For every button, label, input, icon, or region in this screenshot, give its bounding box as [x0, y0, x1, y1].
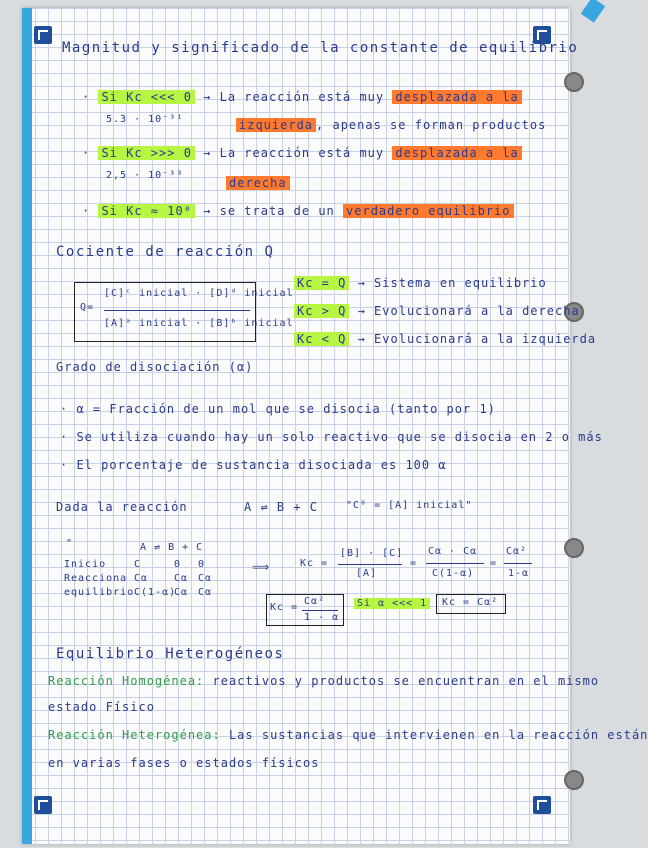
case-1-text: La reacción está muy: [219, 90, 385, 104]
kc-frac-line-2: [426, 563, 484, 564]
left-margin-band: [22, 8, 32, 844]
kc-frac-line: [338, 564, 402, 565]
case-1-condition: Si Kc <<< 0: [98, 90, 194, 104]
kc-den: [A]: [356, 568, 378, 579]
case-1-highlight-2: izquierda: [236, 118, 316, 132]
kc-approx-hl: Si α <<< 1: [354, 598, 430, 609]
kc-box-lhs: Kc =: [270, 602, 299, 613]
case-2: · Si Kc >>> 0 → La reacción está muy desplazada a la: [82, 146, 522, 160]
cell: 0: [174, 559, 182, 570]
kc-frac-line-3: [504, 563, 532, 564]
q-rule-2: [294, 304, 580, 318]
case-1-note: 5.3 · 10⁻³¹: [106, 114, 184, 125]
q-denominator: [A]ᵃ inicial · [B]ᵇ inicial: [104, 318, 294, 329]
kc-approx-condition: [354, 598, 430, 609]
row-label: Inicio: [64, 559, 107, 570]
het-line: [48, 728, 648, 742]
alpha-point-3: · El porcentaje de sustancia disociada es 100 α: [60, 458, 447, 472]
row-label: Reacciona: [64, 573, 128, 584]
kc-lhs: Kc =: [300, 558, 329, 569]
reaction-initial: "C⁰ = [A] inicial": [346, 500, 473, 511]
case-2-line2: [226, 176, 290, 190]
kc-box-line: [302, 610, 338, 611]
hom-line: [48, 674, 599, 688]
corner-tab: [581, 0, 606, 23]
section-q-title: Cociente de reacción Q: [56, 244, 275, 260]
case-1-text-2: , apenas se forman productos: [316, 118, 547, 132]
table-row: [64, 572, 212, 586]
cell: Cα: [134, 573, 149, 584]
table-header: A ⇌ B + C: [140, 542, 204, 553]
kc-num: [B] · [C]: [340, 548, 404, 559]
case-3: · Si Kc ≈ 10⁰ → se trata de un verdadero equilibrio: [82, 204, 514, 218]
case-1: · Si Kc <<< 0 → La reacción está muy desplazada a la: [82, 90, 522, 104]
section-alpha-title: Grado de disociación (α): [56, 360, 254, 374]
kc-eq2: =: [490, 558, 498, 569]
binder-hole: [564, 770, 584, 790]
het-text-2: en varias fases o estados físicos: [48, 756, 320, 770]
kc-eq: =: [410, 558, 418, 569]
alpha-point-2: · Se utiliza cuando hay un solo reactivo que se disocia en 2 o más: [60, 430, 603, 444]
alpha-point-1-text: α = Fracción de un mol que se disocia (tanto por 1): [76, 402, 496, 416]
q-rule-3-text: → Evolucionará a la izquierda: [357, 332, 597, 346]
binder-hole: [564, 538, 584, 558]
cell: Cα: [174, 587, 189, 598]
q-rule-2-cond: Kc > Q: [294, 304, 349, 318]
table-row: [64, 586, 212, 600]
case-3-highlight: verdadero equilibrio: [343, 204, 514, 218]
q-rule-2-text: → Evolucionará a la derecha: [357, 304, 580, 318]
kc-num2: Cα · Cα: [428, 546, 478, 557]
het-title: Reacción Heterogénea:: [48, 728, 221, 742]
kc-box-num: Cα²: [304, 596, 326, 607]
kc-arrow: ⟹: [252, 560, 271, 574]
hom-title: Reacción Homogénea:: [48, 674, 205, 688]
q-rule-3: [294, 332, 596, 346]
hom-text-2: estado Físico: [48, 700, 155, 714]
reaction-equation: A ⇌ B + C: [244, 500, 319, 514]
table-rows: [64, 558, 212, 600]
cell: Cα: [198, 573, 213, 584]
row-label: equilibrio: [64, 587, 135, 598]
cell: C: [134, 559, 142, 570]
q-rule-1-cond: Kc = Q: [294, 276, 349, 290]
binder-hole: [564, 72, 584, 92]
bottom-right-corner-icon: [533, 796, 551, 814]
hom-text: reactivos y productos se encuentran en el mismo: [212, 674, 600, 688]
alpha-point-1: · α = Fracción de un mol que se disocia (tanto por 1): [60, 402, 496, 416]
cell: 0: [198, 559, 206, 570]
alpha-point-2-text: Se utiliza cuando hay un solo reactivo que se disocia en 2 o más: [76, 430, 603, 444]
alpha-point-3-text: El porcentaje de sustancia disociada es 100 α: [76, 458, 447, 472]
case-1-line2: [236, 118, 546, 132]
table-row: [64, 558, 212, 572]
cell: C(1-α): [134, 587, 177, 598]
kc-den2: C(1-α): [432, 568, 475, 579]
q-numerator: [C]ᶜ inicial · [D]ᵈ inicial: [104, 288, 294, 299]
table-quote: ": [66, 538, 74, 549]
page-title: Magnitud y significado de la constante de equilibrio: [62, 40, 579, 56]
kc-approx: Kc = Cα²: [442, 597, 499, 608]
reaction-intro: Dada la reacción: [56, 500, 188, 514]
q-rule-1: [294, 276, 547, 290]
case-2-condition: Si Kc >>> 0: [98, 146, 194, 160]
case-2-highlight: desplazada a la: [392, 146, 521, 160]
case-3-condition: Si Kc ≈ 10⁰: [98, 204, 194, 218]
q-rule-1-text: → Sistema en equilibrio: [357, 276, 547, 290]
cell: Cα: [174, 573, 189, 584]
cell: Cα: [198, 587, 213, 598]
kc-den3: 1-α: [508, 568, 530, 579]
case-3-text: se trata de un: [219, 204, 335, 218]
case-2-text: La reacción está muy: [219, 146, 385, 160]
case-2-highlight-2: derecha: [226, 176, 290, 190]
kc-num3: Cα²: [506, 546, 528, 557]
kc-box-den: 1 - α: [304, 612, 340, 623]
q-rule-3-cond: Kc < Q: [294, 332, 349, 346]
q-fraction-line: [104, 310, 250, 311]
het-text: Las sustancias que intervienen en la reacción están: [228, 728, 648, 742]
bottom-left-corner-icon: [34, 796, 52, 814]
case-1-highlight: desplazada a la: [392, 90, 521, 104]
section-het-title: Equilibrio Heterogéneos: [56, 646, 285, 662]
top-left-corner-icon: [34, 26, 52, 44]
case-2-note: 2,5 · 10⁻³³: [106, 170, 184, 181]
notebook-page: [22, 8, 570, 844]
q-lhs: Q=: [80, 302, 95, 313]
